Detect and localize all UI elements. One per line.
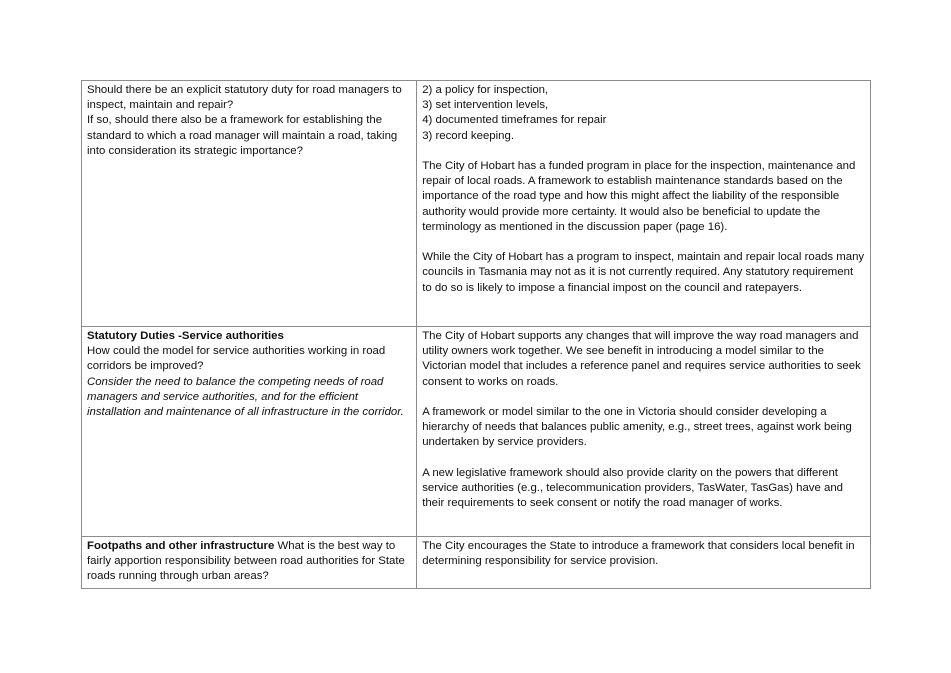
list-item: 2) a policy for inspection, bbox=[422, 84, 549, 96]
response-paragraph: The City encourages the State to introduce a framework that considers local benefit in determining responsibility for service provision. bbox=[422, 540, 855, 568]
question-cell bbox=[82, 537, 417, 589]
response-cell bbox=[417, 81, 871, 327]
response-paragraph: The City of Hobart supports any changes that will improve the way road managers and utility owners work together. We see benefit in introducing a model similar to the Victorian model that includes a reference panel and requires service authorities to seek consent to works on roads. bbox=[422, 330, 861, 388]
submission-table bbox=[81, 80, 871, 589]
response-paragraph: A framework or model similar to the one in Victoria should consider developing a hierarchy of needs that balances public amenity, e.g., street trees, against work being undertaken by service providers. bbox=[422, 406, 852, 449]
list-item: 3) record keeping. bbox=[422, 129, 514, 142]
table-row bbox=[82, 537, 871, 589]
question-text: If so, should there also be a framework for establishing the standard to which a road manager will maintain a road, taking into consideration its strategic importance? bbox=[87, 114, 398, 157]
table-row bbox=[82, 327, 871, 537]
list-item: 4) documented timeframes for repair bbox=[422, 114, 607, 127]
question-text: How could the model for service authorities working in road corridors be improved? bbox=[87, 345, 386, 373]
question-heading: Footpaths and other infrastructure bbox=[87, 540, 275, 552]
table-row bbox=[82, 81, 871, 327]
question-text: What is the best way to fairly apportion responsibility between road authorities for State roads running through urban areas? bbox=[87, 540, 405, 583]
response-paragraph: While the City of Hobart has a program to inspect, maintain and repair local roads many councils in Tasmania may not as it is not currently required. Any statutory requirement to do so is likely to impose a financial impost on the council and ratepayers. bbox=[422, 251, 865, 294]
response-cell bbox=[417, 537, 871, 589]
question-text: Should there be an explicit statutory duty for road managers to inspect, maintain and repair? bbox=[87, 84, 402, 112]
question-heading: Statutory Duties -Service authorities bbox=[87, 330, 284, 342]
question-note: Consider the need to balance the competing needs of road managers and service authorities, and for the efficient installation and maintenance of all infrastructure in the corridor. bbox=[87, 375, 404, 419]
list-item: 3) set intervention levels, bbox=[422, 99, 549, 112]
question-cell bbox=[82, 327, 417, 537]
response-paragraph: The City of Hobart has a funded program in place for the inspection, maintenance and repair of local roads. A framework to establish maintenance standards based on the importance of the road type and how this might affect the liability of the responsible authority would provide more certainty. It would also be beneficial to update the terminology as mentioned in the discussion paper (page 16). bbox=[422, 160, 856, 233]
response-paragraph: A new legislative framework should also provide clarity on the powers that different service authorities (e.g., telecommunication providers, TasWater, TasGas) have and their requirements to seek consent or notify the road manager of works. bbox=[422, 466, 843, 510]
response-cell bbox=[417, 327, 871, 537]
question-cell bbox=[82, 81, 417, 327]
